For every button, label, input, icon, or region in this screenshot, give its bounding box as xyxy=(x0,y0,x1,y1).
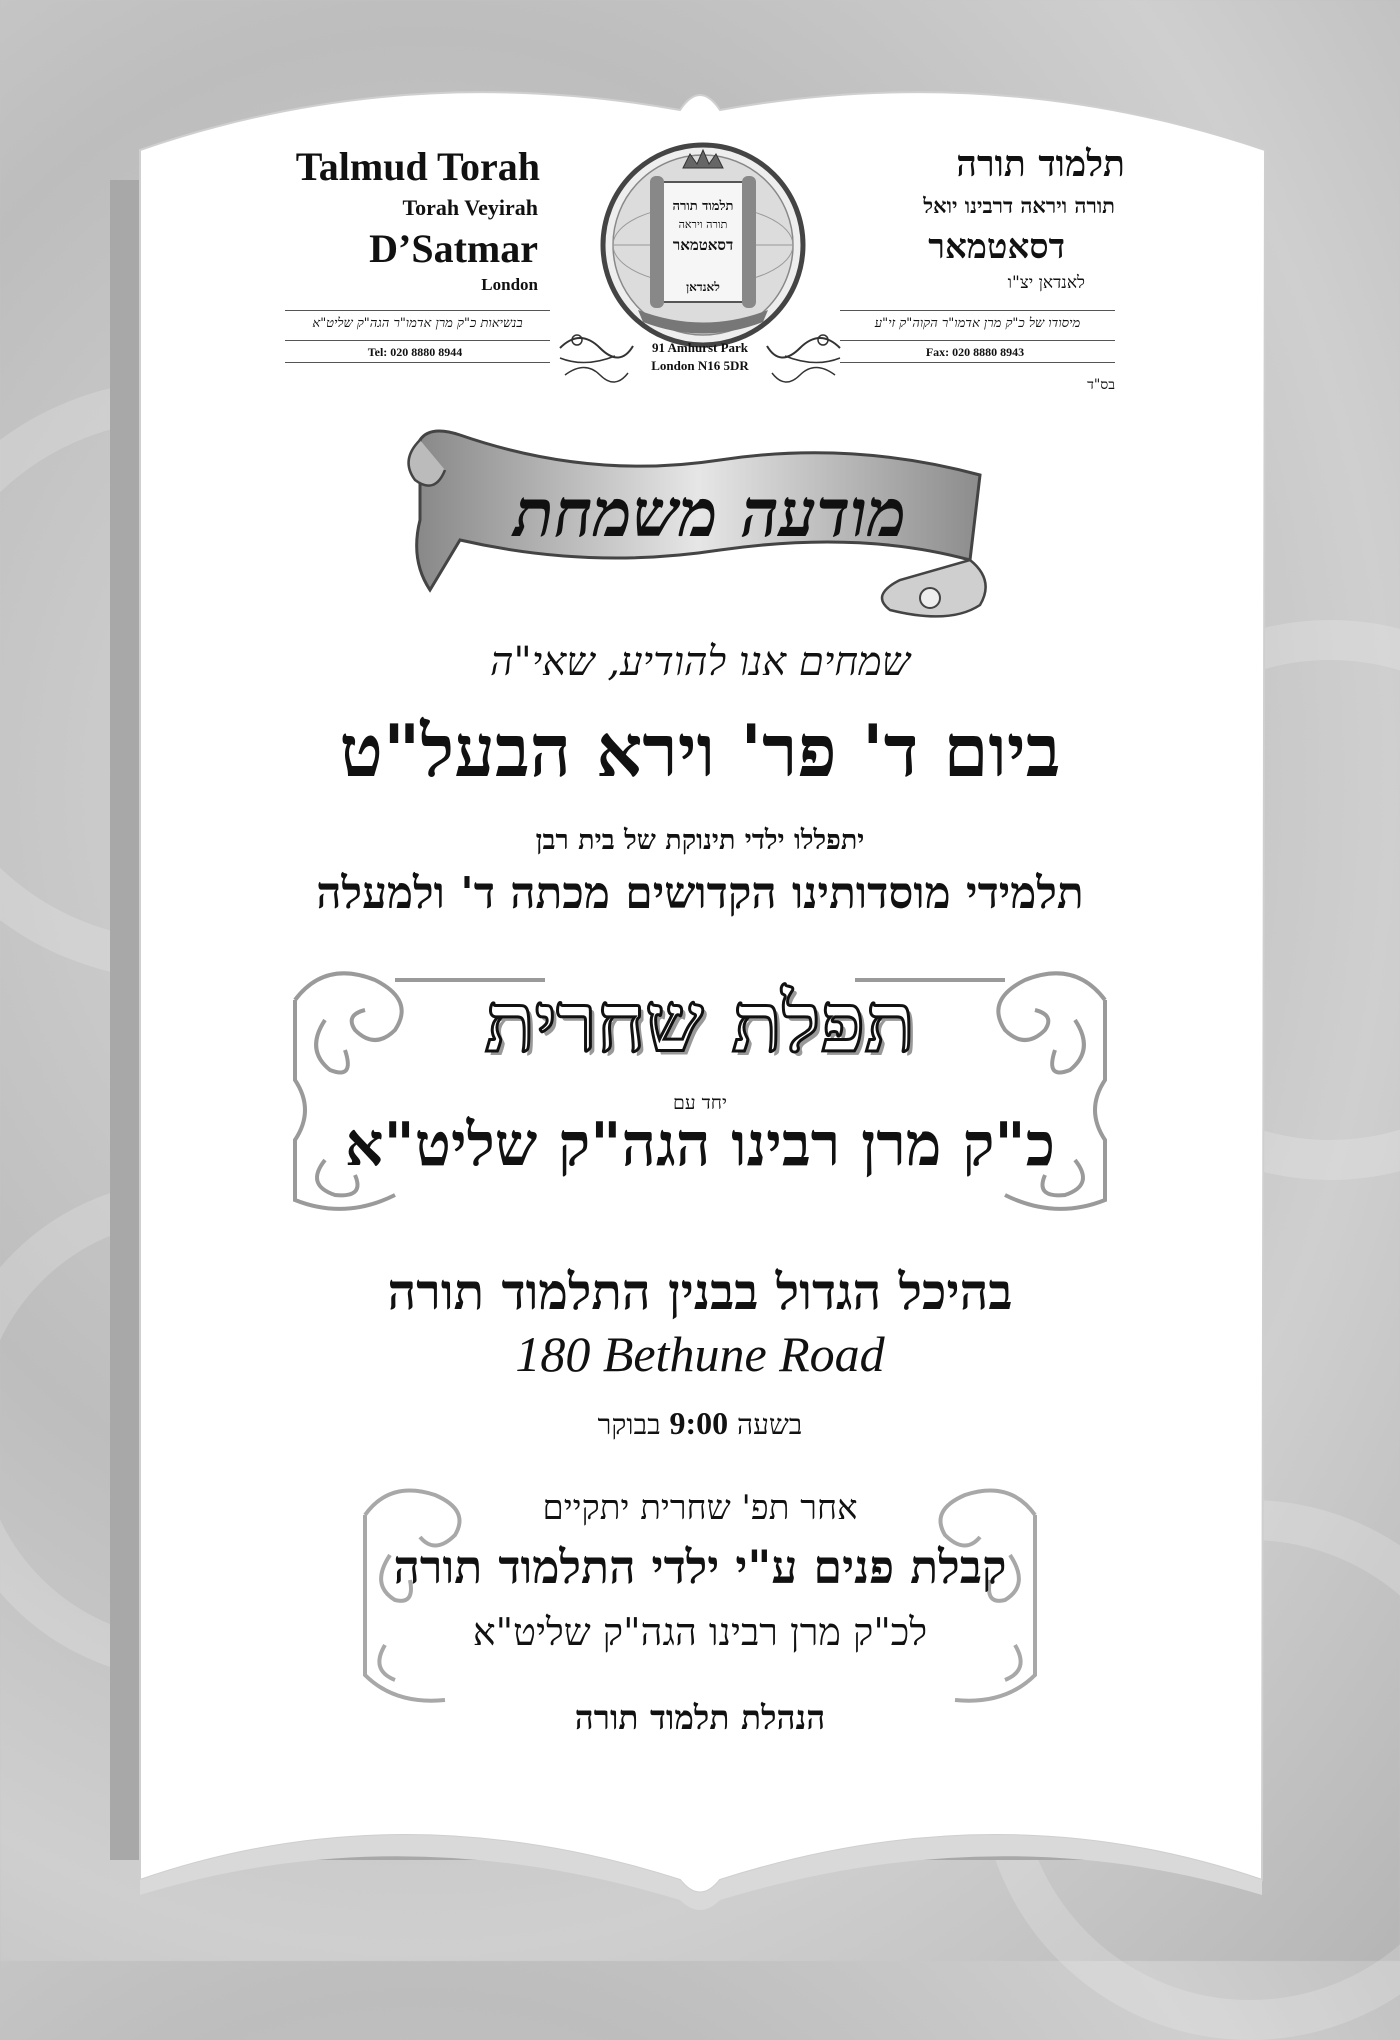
header-left-subline: בנשיאות כ"ק מרן אדמו"ר הגה"ק שליט"א xyxy=(312,316,523,331)
logo-line-4: לאנדאן xyxy=(686,280,720,294)
intro-line: שמחים אנו להודיע, שאי"ה xyxy=(489,639,911,685)
students-line: תלמידי מוסדותינו הקדושים מכתה ד' ולמעלה xyxy=(316,868,1084,919)
pray-small-line: יתפללו ילדי תינוקת של בית רבן xyxy=(535,825,865,856)
header-hebrew-city: לאנדאן יצ"ו xyxy=(1007,273,1085,293)
kabbalas-line: קבלת פנים ע"י ילדי התלמוד תורה xyxy=(393,1540,1007,1594)
header-hebrew-name: דסאטמאר xyxy=(928,227,1065,267)
logo xyxy=(598,140,808,350)
street-address: 180 Bethune Road xyxy=(515,1326,885,1382)
header-english-title: Talmud Torah xyxy=(295,144,540,189)
rebbe-line: כ"ק מרן רבינו הגה"ק שליט"א xyxy=(344,1110,1056,1180)
header-rule xyxy=(285,340,550,341)
header-rule xyxy=(285,310,550,311)
header-english-name: D’Satmar xyxy=(369,226,538,271)
header-hebrew-title: תלמוד תורה xyxy=(956,143,1125,185)
time-line xyxy=(450,1405,950,1442)
fax-number: Fax: 020 8880 8943 xyxy=(925,345,1025,359)
time-prefix: בשעה xyxy=(737,1408,803,1441)
address-line-1: 91 Amhurst Park xyxy=(651,340,749,355)
time-value: 9:00 xyxy=(669,1405,729,1441)
hall-line: בהיכל הגדול בבנין התלמוד תורה xyxy=(387,1262,1013,1321)
header-right-subline: מיסודו של כ"ק מרן אדמו"ר הקוה"ק זי"ע xyxy=(874,316,1081,331)
signature-line: הנהלת תלמוד תורה xyxy=(574,1698,826,1737)
after-line: אחר תפ' שחרית יתקיים xyxy=(542,1488,858,1528)
lekak-line: לכ"ק מרן רבינו הגה"ק שליט"א xyxy=(472,1610,928,1654)
telephone-number: Tel: 020 8880 8944 xyxy=(367,345,463,359)
logo-line-3: דסאטמאר xyxy=(672,236,734,254)
header-english-city: London xyxy=(481,275,538,294)
header-rule xyxy=(840,310,1115,311)
header-english-subtitle: Torah Veyirah xyxy=(402,195,538,220)
logo-line-1: תלמוד תורה xyxy=(672,199,734,214)
shacharis-title: תפלת שחרית xyxy=(485,975,915,1071)
header-rule xyxy=(840,362,1115,363)
header-rule xyxy=(285,362,550,363)
address-line-2: London N16 5DR xyxy=(651,358,749,373)
time-suffix: בבוקר xyxy=(597,1408,661,1441)
flourish-right-lower-icon xyxy=(770,355,840,395)
header-hebrew-subtitle: תורה ויראה דרבינו יואל xyxy=(923,193,1115,218)
bsd-mark: בס"ד xyxy=(1087,377,1115,393)
header-rule xyxy=(840,340,1115,341)
logo-line-2: תורה ויראה xyxy=(678,218,728,231)
together-line: יחד עם xyxy=(672,1092,727,1114)
date-line: ביום ד' פר' וירא הבעל"ט xyxy=(339,708,1061,793)
banner-title: מודעה משמחת xyxy=(513,474,907,552)
